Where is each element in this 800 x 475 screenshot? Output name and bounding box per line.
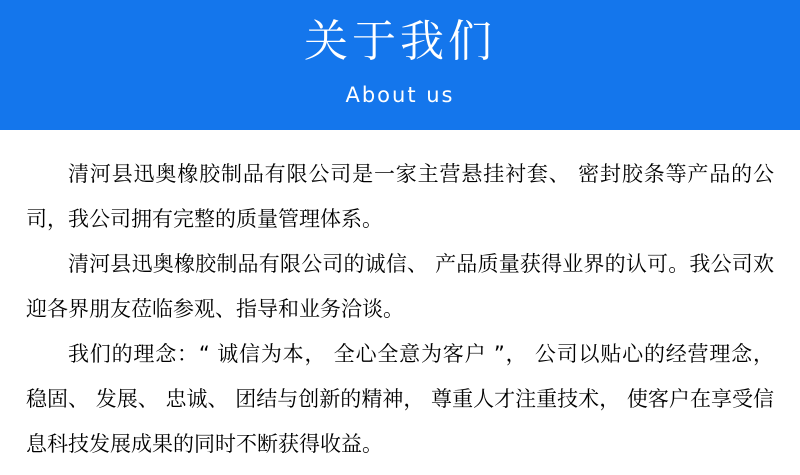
paragraph: 清河县迅奥橡胶制品有限公司的诚信、 产品质量获得业界的认可。我公司欢迎各界朋友莅临参观、指导和业务洽谈。: [26, 252, 774, 321]
about-content: [0, 130, 800, 467]
page-title: 关于我们: [304, 16, 496, 67]
page-banner: [0, 0, 800, 130]
page-subtitle: About us: [345, 83, 455, 107]
paragraph: 我们的理念：“ 诚信为本， 全心全意为客户 ”， 公司以贴心的经营理念， 稳固、 发展、 忠诚、 团结与创新的精神， 尊重人才注重技术， 使客户在享受信息科技发展成果的同时不断获得收益。: [26, 342, 774, 456]
paragraph: 清河县迅奥橡胶制品有限公司是一家主营悬挂衬套、 密封胶条等产品的公司，我公司拥有完整的质量管理体系。: [26, 162, 774, 231]
